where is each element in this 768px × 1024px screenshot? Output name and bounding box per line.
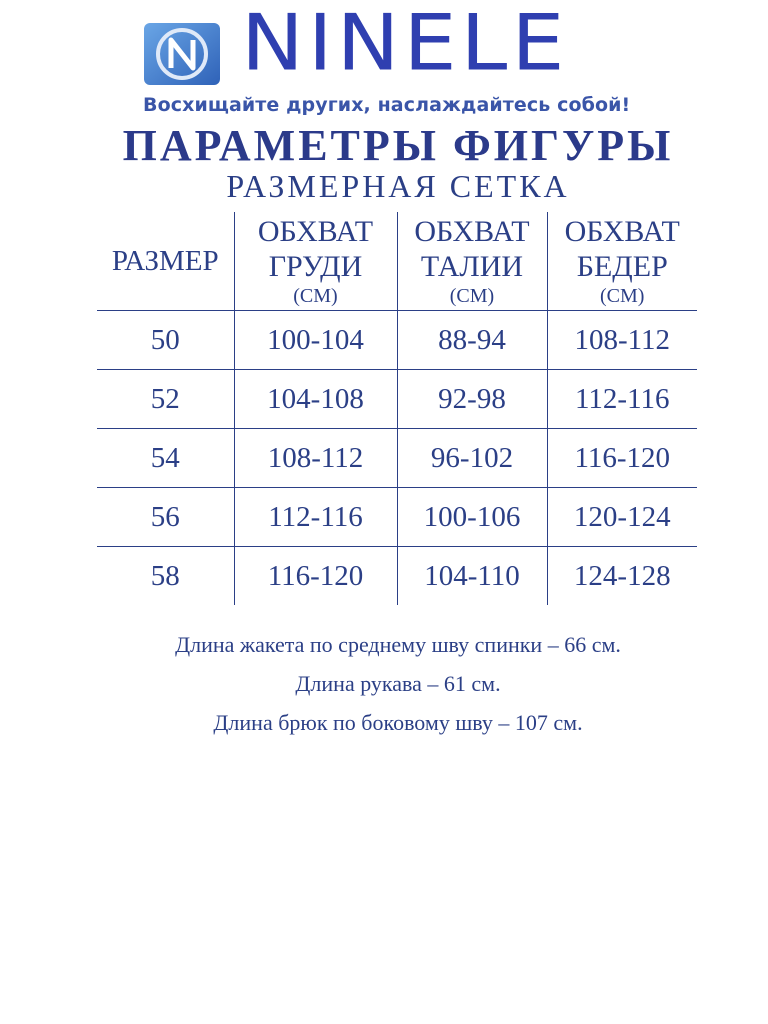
table-row bbox=[97, 311, 697, 370]
table-row bbox=[97, 488, 697, 547]
cell-bust: 108-112 bbox=[234, 429, 397, 488]
cell-hips: 124-128 bbox=[547, 547, 697, 606]
note-trousers-length: Длина брюк по боковому шву – 107 см. bbox=[213, 710, 583, 735]
cell-bust: 104-108 bbox=[234, 370, 397, 429]
cell-bust: 100-104 bbox=[234, 311, 397, 370]
header-bust bbox=[234, 212, 397, 311]
note-sleeve-length: Длина рукава – 61 см. bbox=[295, 671, 501, 696]
cell-waist: 92-98 bbox=[397, 370, 547, 429]
cell-hips: 108-112 bbox=[547, 311, 697, 370]
header-hips-line2: БЕДЕР bbox=[576, 250, 668, 283]
ninele-n-monogram-icon bbox=[143, 22, 221, 86]
table-row bbox=[97, 370, 697, 429]
brand-name: NINELE bbox=[241, 0, 569, 88]
measurement-notes bbox=[0, 625, 768, 742]
page-title: ПАРАМЕТРЫ ФИГУРЫ bbox=[122, 121, 674, 170]
header-bust-line2: ГРУДИ bbox=[268, 250, 363, 283]
brand-logo bbox=[143, 0, 643, 90]
header-waist-line2: ТАЛИИ bbox=[420, 250, 524, 283]
cell-bust: 116-120 bbox=[234, 547, 397, 606]
table-header-row bbox=[97, 212, 697, 311]
header-waist-unit: (СМ) bbox=[449, 285, 495, 307]
size-chart-table bbox=[97, 212, 697, 605]
header-size-label: РАЗМЕР bbox=[111, 244, 219, 277]
cell-size: 58 bbox=[97, 547, 234, 606]
table-row bbox=[97, 429, 697, 488]
header-size bbox=[97, 212, 234, 311]
cell-waist: 104-110 bbox=[397, 547, 547, 606]
cell-size: 54 bbox=[97, 429, 234, 488]
header-hips-line1: ОБХВАТ bbox=[564, 215, 680, 248]
cell-bust: 112-116 bbox=[234, 488, 397, 547]
header-hips-unit: (СМ) bbox=[600, 285, 645, 307]
cell-waist: 88-94 bbox=[397, 311, 547, 370]
page-subtitle: РАЗМЕРНАЯ СЕТКА bbox=[226, 168, 570, 204]
cell-waist: 100-106 bbox=[397, 488, 547, 547]
header-waist bbox=[397, 212, 547, 311]
cell-hips: 120-124 bbox=[547, 488, 697, 547]
table-row bbox=[97, 547, 697, 606]
cell-hips: 112-116 bbox=[547, 370, 697, 429]
header-bust-unit: (СМ) bbox=[293, 285, 338, 307]
cell-size: 50 bbox=[97, 311, 234, 370]
header-waist-line1: ОБХВАТ bbox=[414, 215, 530, 248]
header-hips bbox=[547, 212, 697, 311]
note-jacket-length: Длина жакета по среднему шву спинки – 66 см. bbox=[175, 632, 621, 657]
header-bust-line1: ОБХВАТ bbox=[257, 215, 374, 248]
cell-size: 52 bbox=[97, 370, 234, 429]
cell-size: 56 bbox=[97, 488, 234, 547]
cell-waist: 96-102 bbox=[397, 429, 547, 488]
cell-hips: 116-120 bbox=[547, 429, 697, 488]
brand-slogan: Восхищайте других, наслаждайтесь собой! bbox=[143, 94, 631, 116]
